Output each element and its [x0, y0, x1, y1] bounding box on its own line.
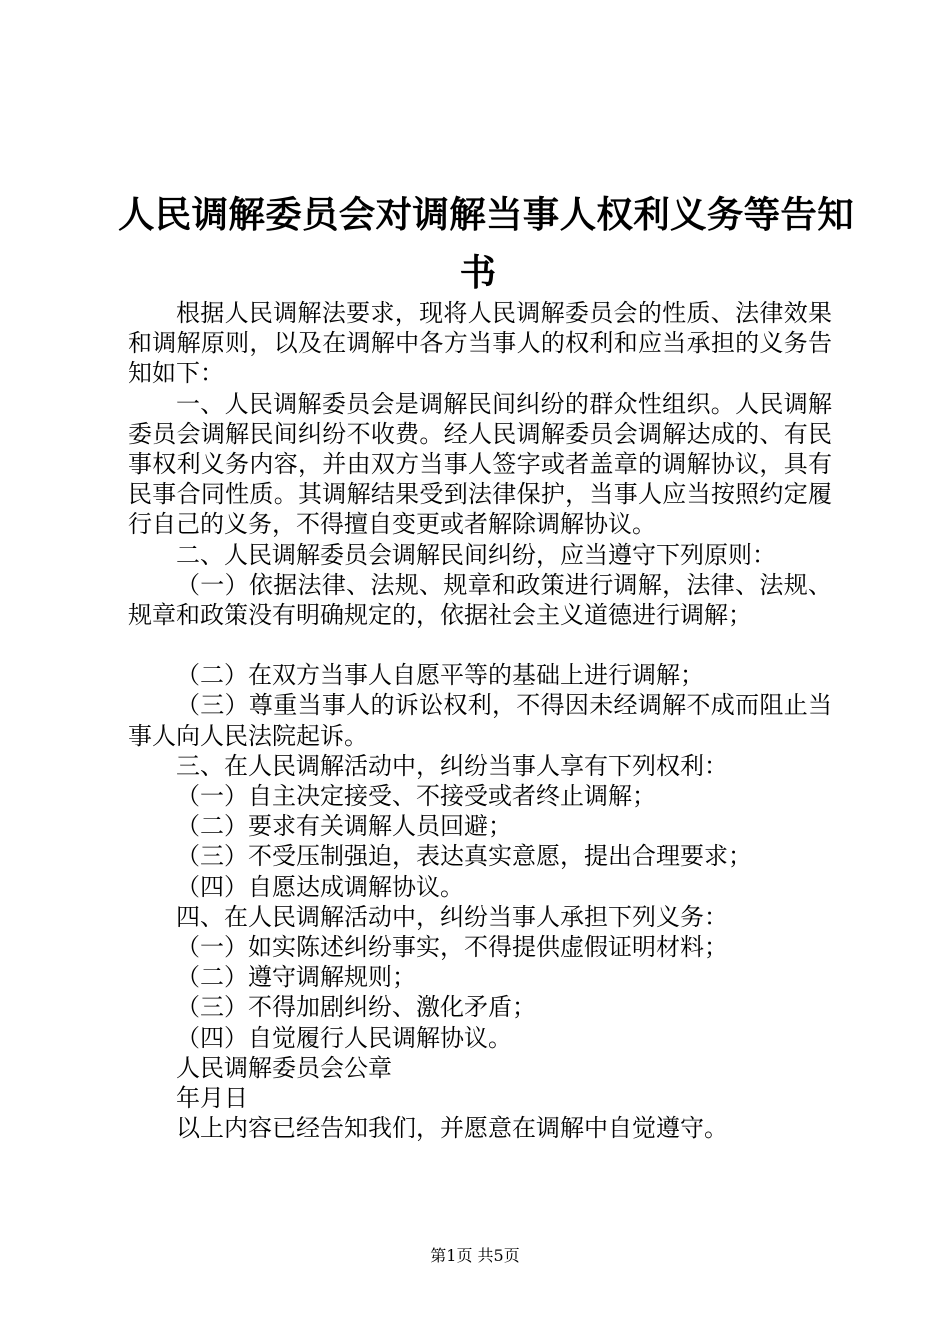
- section-3-heading: 三、在人民调解活动中，纠纷当事人享有下列权利：: [176, 751, 728, 780]
- section-4-heading: 四、在人民调解活动中，纠纷当事人承担下列义务：: [176, 902, 728, 931]
- intro-paragraph: 根据人民调解法要求，现将人民调解委员会的性质、法律效果和调解原则，以及在调解中各方当事人的权利和应当承担的义务告知如下：: [128, 299, 832, 388]
- principle-item: （二）在双方当事人自愿平等的基础上进行调解；: [176, 661, 704, 690]
- page-number: 第1页 共5页: [430, 1246, 520, 1265]
- date-line: 年月日: [176, 1084, 248, 1113]
- document-title-line-2: 书: [459, 251, 497, 294]
- right-item: （二）要求有关调解人员回避；: [176, 812, 512, 841]
- duty-item: （二）遵守调解规则；: [176, 963, 416, 992]
- duty-item: （三）不得加剧纠纷、激化矛盾；: [176, 993, 536, 1022]
- document-title-line-1: 人民调解委员会对调解当事人权利义务等告知: [118, 193, 854, 236]
- acknowledgement-line: 以上内容已经告知我们，并愿意在调解中自觉遵守。: [176, 1114, 728, 1143]
- right-item: （四）自愿达成调解协议。: [176, 872, 464, 901]
- section-1-paragraph: 一、人民调解委员会是调解民间纠纷的群众性组织。人民调解委员会调解民间纠纷不收费。经人民调解委员会调解达成的、有民事权利义务内容，并由双方当事人签字或者盖章的调解协议，具有民事合同性质。其调解结果受到法律保护，当事人应当按照约定履行自己的义务，不得擅自变更或者解除调解协议。: [128, 389, 832, 539]
- seal-line: 人民调解委员会公章: [176, 1053, 392, 1082]
- page-footer: [0, 1246, 950, 1266]
- section-2-heading: 二、人民调解委员会调解民间纠纷，应当遵守下列原则：: [176, 540, 776, 569]
- duty-item: （四）自觉履行人民调解协议。: [176, 1023, 512, 1052]
- document-body: [128, 298, 832, 1143]
- principle-item: （一）依据法律、法规、规章和政策进行调解，法律、法规、规章和政策没有明确规定的，依据社会主义道德进行调解；: [128, 570, 832, 630]
- right-item: （三）不受压制强迫，表达真实意愿，提出合理要求；: [176, 842, 752, 871]
- principle-item: （三）尊重当事人的诉讼权利，不得因未经调解不成而阻止当事人向人民法院起诉。: [128, 691, 832, 750]
- document-title: [118, 186, 854, 302]
- right-item: （一）自主决定接受、不接受或者终止调解；: [176, 782, 656, 811]
- duty-item: （一）如实陈述纠纷事实，不得提供虚假证明材料；: [176, 933, 728, 962]
